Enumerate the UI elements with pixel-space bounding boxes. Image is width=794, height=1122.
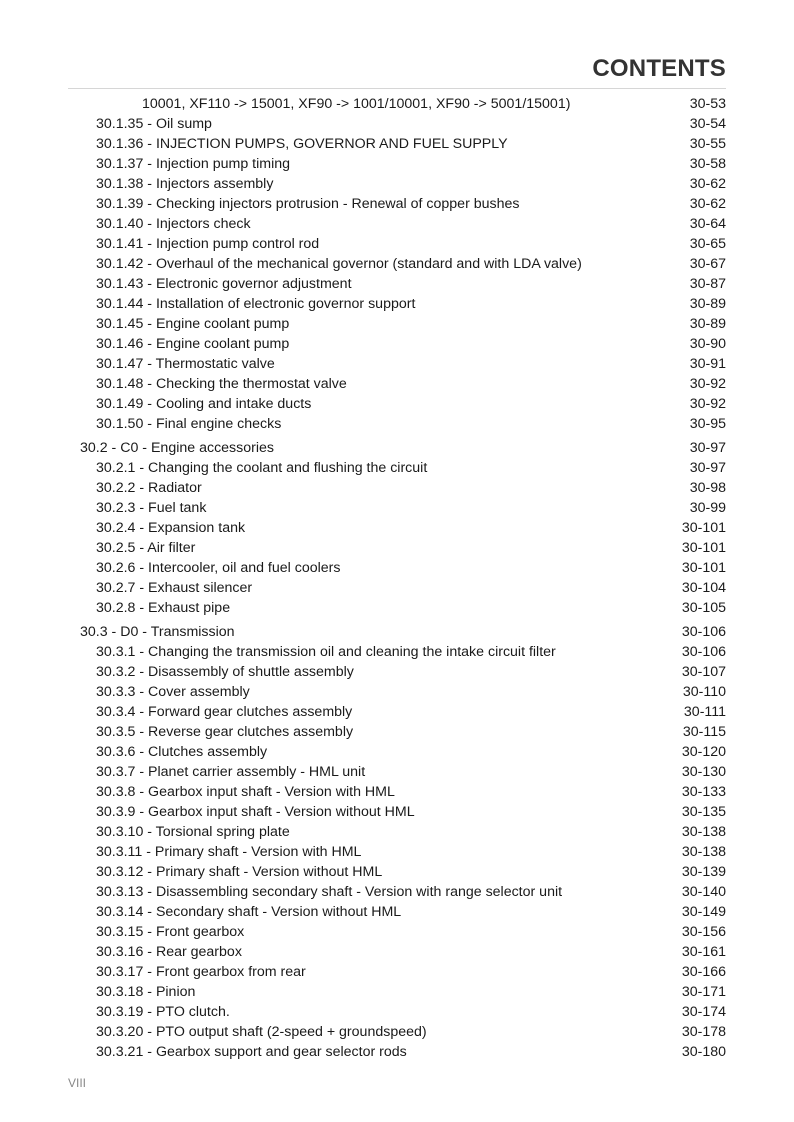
toc-entry-title: 30.2.7 - Exhaust silencer (96, 580, 253, 596)
toc-entry[interactable] (0, 194, 794, 214)
toc-entry-page: 30-140 (681, 884, 726, 900)
toc-entry[interactable] (0, 598, 794, 618)
toc-entry-page: 30-138 (681, 824, 726, 840)
toc-entry-page: 30-101 (681, 560, 726, 576)
toc-entry-title: 30.2.5 - Air filter (96, 540, 196, 556)
toc-entry-title: 30.1.46 - Engine coolant pump (96, 336, 290, 352)
toc-entry-page: 30-107 (681, 664, 726, 680)
toc-entry[interactable] (0, 518, 794, 538)
toc-entry-page: 30-161 (681, 944, 726, 960)
toc-entry-page: 30-166 (681, 964, 726, 980)
toc-entry-title: 30.3.18 - Pinion (96, 984, 196, 1000)
toc-entry[interactable] (0, 842, 794, 862)
toc-entry-title: 30.3.6 - Clutches assembly (96, 744, 268, 760)
toc-entry-title: 30.1.47 - Thermostatic valve (96, 356, 275, 372)
toc-entry[interactable] (0, 458, 794, 478)
toc-entry[interactable] (0, 742, 794, 762)
toc-entry[interactable] (0, 1002, 794, 1022)
toc-entry-title: 30.1.43 - Electronic governor adjustment (96, 276, 352, 292)
toc-entry-page: 30-104 (681, 580, 726, 596)
toc-entry-page: 30-178 (681, 1024, 726, 1040)
toc-entry-page: 30-92 (689, 396, 726, 412)
toc-entry-page: 30-91 (689, 356, 726, 372)
toc-entry[interactable] (0, 782, 794, 802)
toc-entry-page: 30-89 (689, 296, 726, 312)
toc-entry[interactable] (0, 922, 794, 942)
toc-entry[interactable] (0, 154, 794, 174)
toc-entry[interactable] (0, 94, 794, 114)
toc-entry-page: 30-62 (689, 176, 726, 192)
toc-entry[interactable] (0, 902, 794, 922)
toc-entry[interactable] (0, 174, 794, 194)
toc-entry-title: 30.1.35 - Oil sump (96, 116, 212, 132)
toc-entry-page: 30-62 (689, 196, 726, 212)
toc-entry-page: 30-101 (681, 520, 726, 536)
toc-entry[interactable] (0, 314, 794, 334)
toc-entry-page: 30-138 (681, 844, 726, 860)
toc-entry[interactable] (0, 578, 794, 598)
toc-entry[interactable] (0, 882, 794, 902)
toc-entry-page: 30-156 (681, 924, 726, 940)
toc-entry[interactable] (0, 478, 794, 498)
toc-entry-page: 30-99 (689, 500, 726, 516)
toc-entry-page: 30-174 (681, 1004, 726, 1020)
toc-entry-page: 30-115 (682, 724, 726, 740)
toc-entry[interactable] (0, 762, 794, 782)
toc-entry-title: 30.1.48 - Checking the thermostat valve (96, 376, 347, 392)
toc-entry[interactable] (0, 538, 794, 558)
toc-entry-page: 30-54 (689, 116, 726, 132)
toc-entry[interactable] (0, 558, 794, 578)
toc-entry-title: 30.3.7 - Planet carrier assembly - HML unit (96, 764, 366, 780)
toc-section-entry[interactable] (0, 438, 794, 458)
toc-entry-page: 30-171 (681, 984, 726, 1000)
toc-entry[interactable] (0, 214, 794, 234)
toc-entry-title: 10001, XF110 -> 15001, XF90 -> 1001/10001, XF90 -> 5001/15001) (142, 96, 571, 112)
toc-entry[interactable] (0, 134, 794, 154)
toc-entry-title: 30.2.1 - Changing the coolant and flushing the circuit (96, 460, 428, 476)
toc-entry-page: 30-101 (681, 540, 726, 556)
toc-entry-page: 30-67 (689, 256, 726, 272)
toc-entry-page: 30-130 (681, 764, 726, 780)
toc-entry-page: 30-87 (689, 276, 726, 292)
toc-entry-title: 30.3.8 - Gearbox input shaft - Version with HML (96, 784, 395, 800)
page-title: CONTENTS (592, 55, 726, 82)
toc-entry-title: 30.3.2 - Disassembly of shuttle assembly (96, 664, 354, 680)
toc-entry-title: 30.1.37 - Injection pump timing (96, 156, 291, 172)
toc-entry[interactable] (0, 234, 794, 254)
toc-entry-title: 30.3.12 - Primary shaft - Version without HML (96, 864, 383, 880)
toc-entry-page: 30-92 (689, 376, 726, 392)
toc-entry[interactable] (0, 862, 794, 882)
toc-entry[interactable] (0, 254, 794, 274)
toc-entry-page: 30-53 (689, 96, 726, 112)
toc-entry-page: 30-139 (681, 864, 726, 880)
toc-entry-page: 30-97 (689, 460, 726, 476)
toc-entry[interactable] (0, 802, 794, 822)
toc-entry-title: 30.2 - C0 - Engine accessories (80, 440, 274, 456)
toc-entry[interactable] (0, 414, 794, 434)
toc-entry-title: 30.1.39 - Checking injectors protrusion - Renewal of copper bushes (96, 196, 520, 212)
header-divider (68, 88, 726, 89)
toc-entry-page: 30-133 (681, 784, 726, 800)
toc-entry-page: 30-110 (682, 684, 726, 700)
toc-section-entry[interactable] (0, 622, 794, 642)
toc-entry-title: 30.1.49 - Cooling and intake ducts (96, 396, 312, 412)
toc-entry-title: 30.1.50 - Final engine checks (96, 416, 282, 432)
toc-entry-page: 30-55 (689, 136, 726, 152)
toc-entry-title: 30.2.8 - Exhaust pipe (96, 600, 231, 616)
toc-entry-title: 30.3.14 - Secondary shaft - Version without HML (96, 904, 402, 920)
toc-entry[interactable] (0, 294, 794, 314)
toc-entry-page: 30-111 (683, 704, 726, 720)
toc-entry[interactable] (0, 394, 794, 414)
toc-entry-page: 30-106 (681, 644, 726, 660)
toc-entry[interactable] (0, 354, 794, 374)
toc-entry-page: 30-149 (681, 904, 726, 920)
toc-entry-title: 30.3.19 - PTO clutch. (96, 1004, 230, 1020)
toc-entry-page: 30-98 (689, 480, 726, 496)
toc-entry-title: 30.1.40 - Injectors check (96, 216, 251, 232)
toc-entry-title: 30.3.9 - Gearbox input shaft - Version without HML (96, 804, 415, 820)
table-of-contents (0, 94, 794, 1062)
toc-entry-title: 30.3.10 - Torsional spring plate (96, 824, 290, 840)
toc-entry[interactable] (0, 274, 794, 294)
toc-entry[interactable] (0, 682, 794, 702)
toc-entry-title: 30.3 - D0 - Transmission (80, 624, 235, 640)
toc-entry-page: 30-97 (689, 440, 726, 456)
toc-entry[interactable] (0, 962, 794, 982)
toc-entry-page: 30-95 (689, 416, 726, 432)
toc-entry-title: 30.3.17 - Front gearbox from rear (96, 964, 306, 980)
toc-entry-title: 30.2.2 - Radiator (96, 480, 202, 496)
toc-entry-title: 30.3.16 - Rear gearbox (96, 944, 242, 960)
toc-entry-title: 30.3.11 - Primary shaft - Version with HML (96, 844, 362, 860)
toc-entry-title: 30.1.36 - INJECTION PUMPS, GOVERNOR AND FUEL SUPPLY (96, 136, 508, 152)
toc-entry-title: 30.3.20 - PTO output shaft (2-speed + groundspeed) (96, 1024, 427, 1040)
toc-entry-title: 30.2.6 - Intercooler, oil and fuel coolers (96, 560, 341, 576)
toc-entry-title: 30.3.21 - Gearbox support and gear selector rods (96, 1044, 407, 1060)
toc-entry-title: 30.2.4 - Expansion tank (96, 520, 246, 536)
toc-entry[interactable] (0, 1022, 794, 1042)
toc-entry[interactable] (0, 942, 794, 962)
toc-entry-title: 30.3.15 - Front gearbox (96, 924, 245, 940)
toc-entry-title: 30.1.45 - Engine coolant pump (96, 316, 290, 332)
toc-entry-title: 30.3.13 - Disassembling secondary shaft - Version with range selector unit (96, 884, 563, 900)
toc-entry-title: 30.2.3 - Fuel tank (96, 500, 207, 516)
toc-entry-page: 30-58 (689, 156, 726, 172)
toc-entry[interactable] (0, 702, 794, 722)
toc-entry[interactable] (0, 822, 794, 842)
toc-entry[interactable] (0, 722, 794, 742)
toc-entry[interactable] (0, 662, 794, 682)
toc-entry-page: 30-89 (689, 316, 726, 332)
toc-entry-title: 30.1.42 - Overhaul of the mechanical governor (standard and with LDA valve) (96, 256, 582, 272)
toc-entry-page: 30-180 (681, 1044, 726, 1060)
toc-entry-title: 30.3.4 - Forward gear clutches assembly (96, 704, 353, 720)
toc-entry-page: 30-105 (681, 600, 726, 616)
toc-entry-page: 30-106 (681, 624, 726, 640)
toc-entry-title: 30.3.1 - Changing the transmission oil and cleaning the intake circuit filter (96, 644, 556, 660)
toc-entry[interactable] (0, 642, 794, 662)
toc-entry-title: 30.1.41 - Injection pump control rod (96, 236, 320, 252)
toc-entry-title: 30.1.38 - Injectors assembly (96, 176, 274, 192)
toc-entry-title: 30.3.5 - Reverse gear clutches assembly (96, 724, 354, 740)
toc-entry[interactable] (0, 1042, 794, 1062)
toc-entry-title: 30.1.44 - Installation of electronic governor support (96, 296, 416, 312)
toc-entry-page: 30-64 (689, 216, 726, 232)
toc-entry-page: 30-120 (681, 744, 726, 760)
toc-entry[interactable] (0, 374, 794, 394)
toc-entry-page: 30-135 (681, 804, 726, 820)
toc-entry[interactable] (0, 982, 794, 1002)
toc-entry-page: 30-90 (689, 336, 726, 352)
toc-entry[interactable] (0, 114, 794, 134)
toc-entry-title: 30.3.3 - Cover assembly (96, 684, 250, 700)
toc-entry-page: 30-65 (689, 236, 726, 252)
toc-entry[interactable] (0, 334, 794, 354)
toc-entry[interactable] (0, 498, 794, 518)
page-number: VIII (68, 1076, 87, 1090)
